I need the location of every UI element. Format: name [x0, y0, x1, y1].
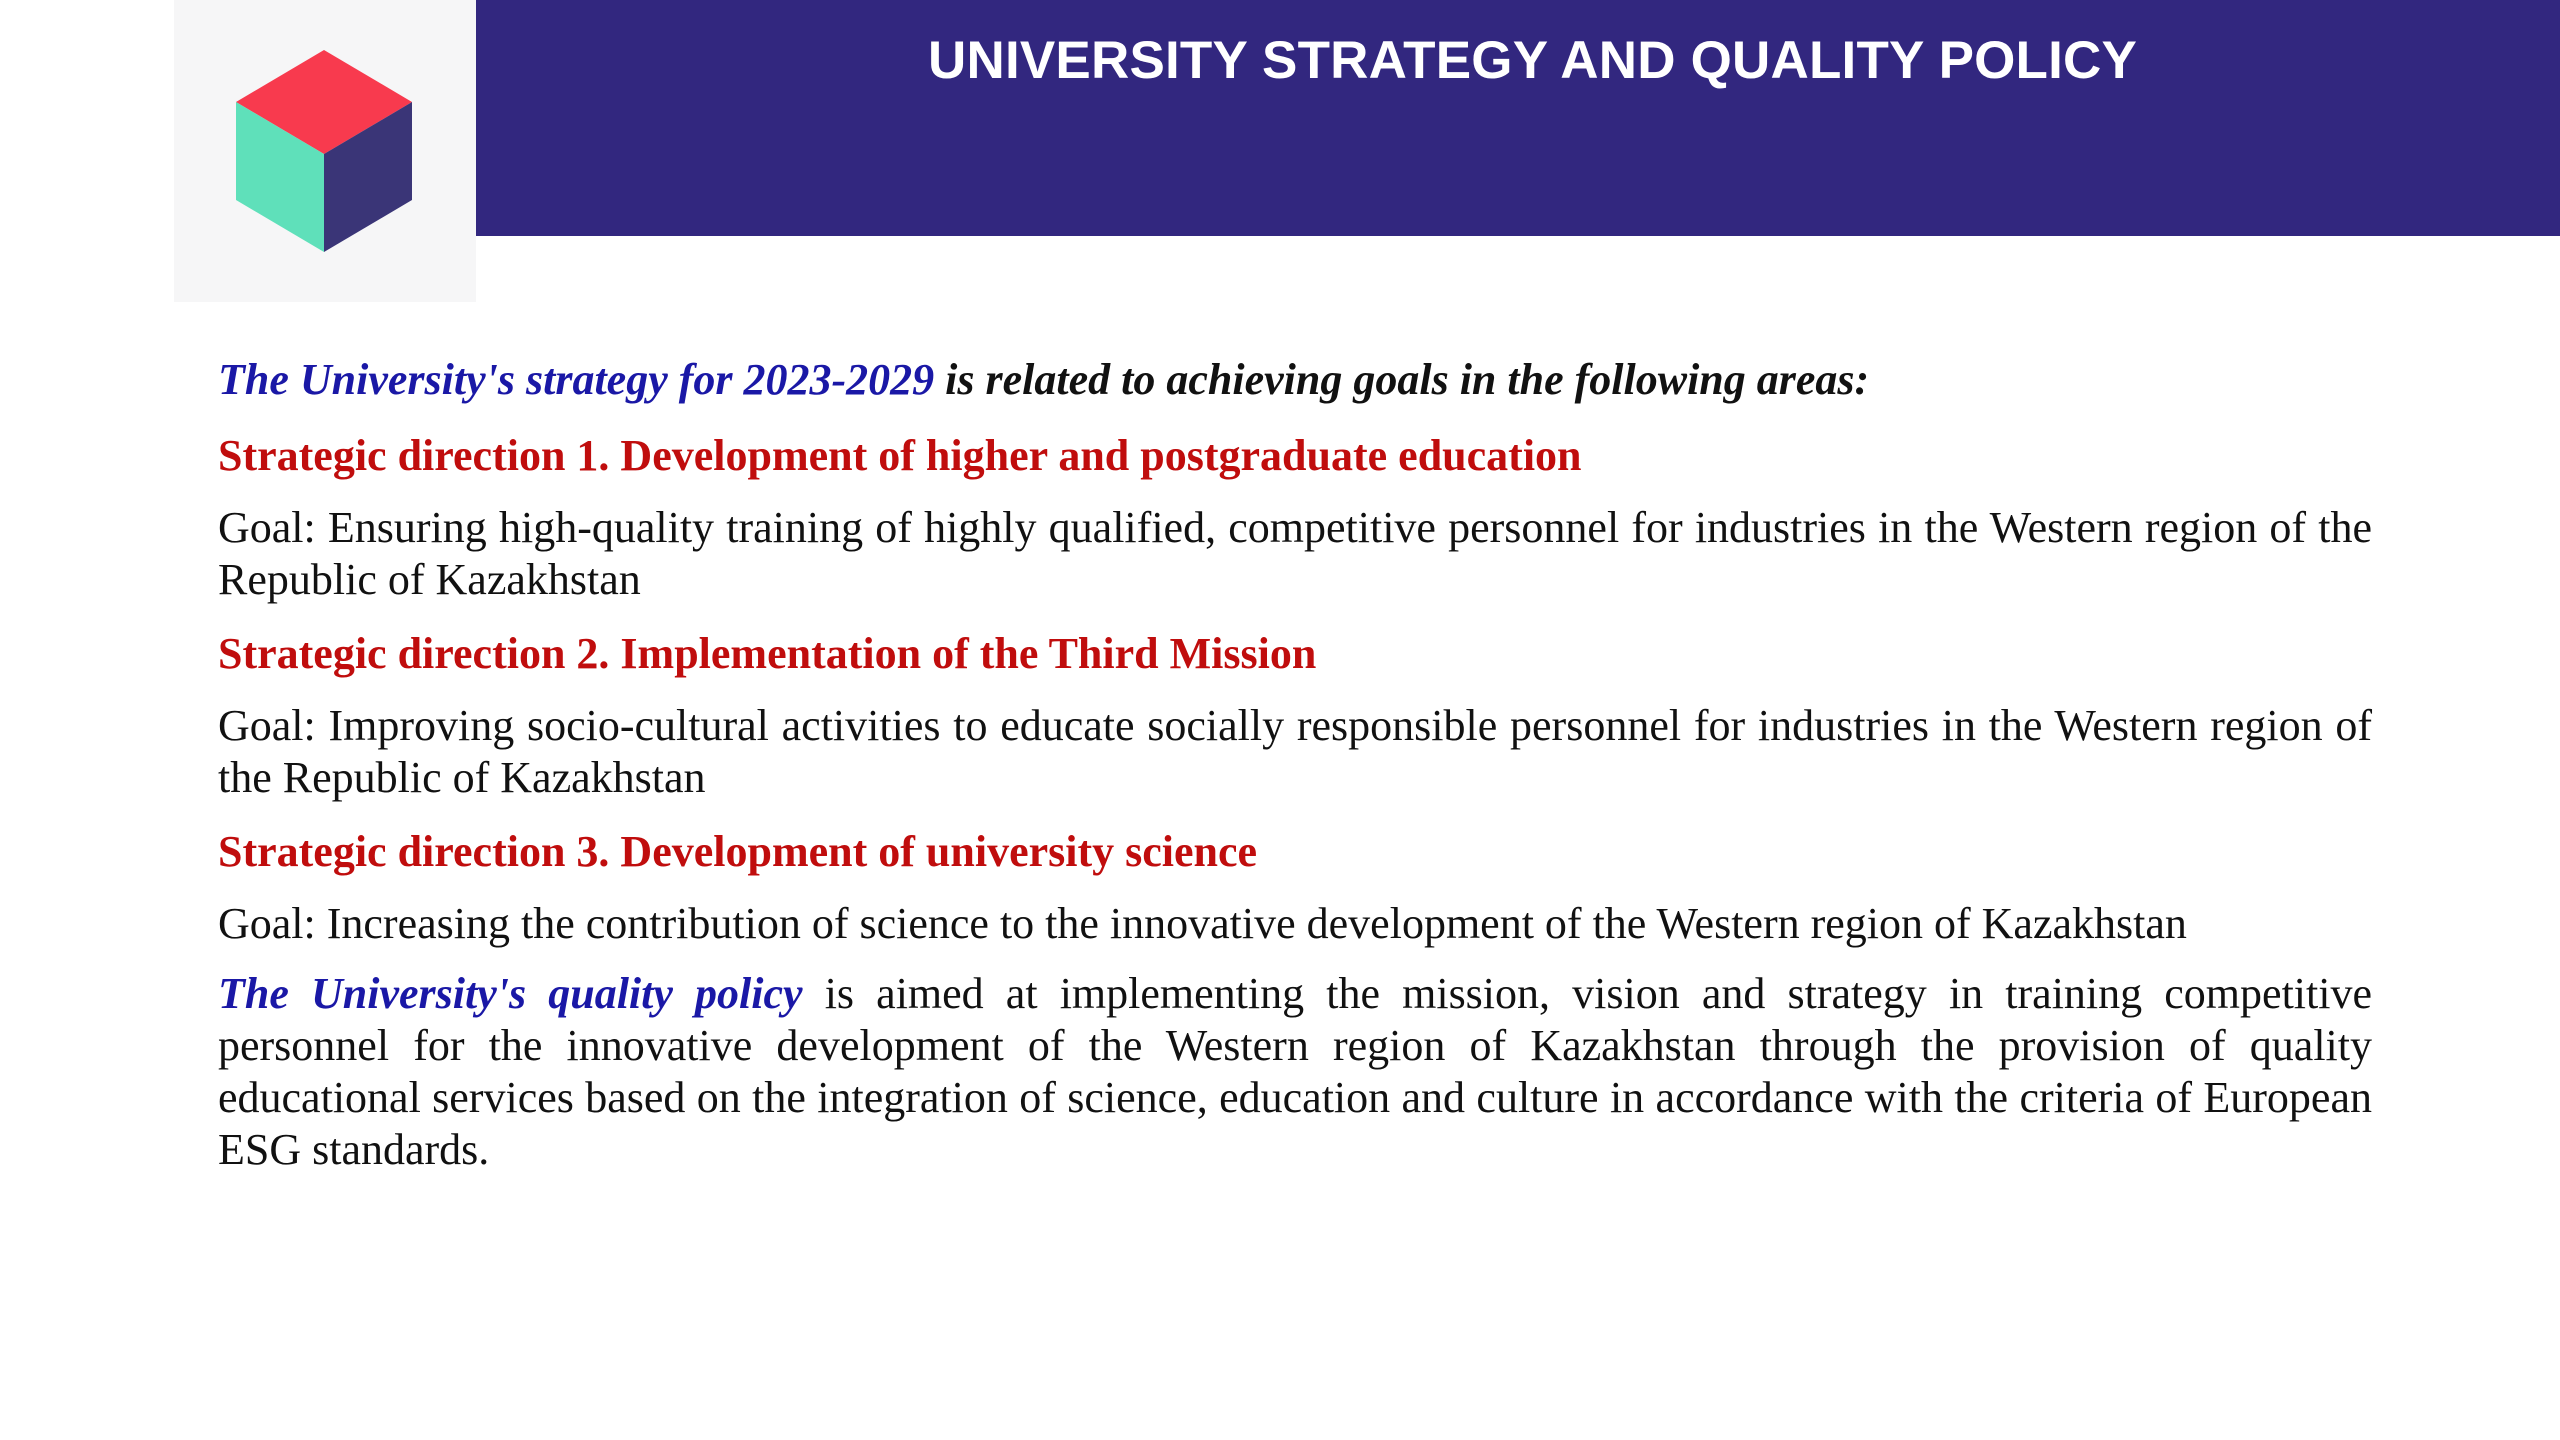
quality-policy-lead: The University's quality policy — [218, 969, 803, 1018]
direction-3-title: Strategic direction 3. Development of university science — [218, 827, 1258, 876]
quality-policy — [218, 968, 2372, 1176]
intro-line — [218, 350, 2372, 410]
direction-1-goal: Goal: Ensuring high-quality training of highly qualified, competitive personnel for industries in the Western region of the Republic of Kazakhstan — [218, 503, 2372, 604]
logo-panel — [174, 0, 476, 302]
page-title: UNIVERSITY STRATEGY AND QUALITY POLICY — [928, 31, 2138, 90]
direction-3-goal: Goal: Increasing the contribution of science to the innovative development of the Western region of Kazakhstan — [218, 899, 2187, 948]
intro-lead: The University's strategy for 2023-2029 — [218, 355, 935, 404]
header-bar — [476, 0, 2560, 236]
direction-2-title: Strategic direction 2. Implementation of the Third Mission — [218, 629, 1317, 678]
direction-1-title: Strategic direction 1. Development of higher and postgraduate education — [218, 431, 1582, 480]
main-content — [218, 350, 2372, 1176]
direction-2-goal: Goal: Improving socio-cultural activities to educate socially responsible personnel for industries in the Western region of the Republic of Kazakhstan — [218, 701, 2372, 802]
intro-rest: is related to achieving goals in the following areas: — [934, 355, 1870, 404]
quality-policy-text: is aimed at implementing the mission, vision and strategy in training competitive personnel for the innovative development of the Western region of Kazakhstan through the provision of quality educational services based on the integration of science, education and culture in accordance with the criteria of European ESG standards. — [218, 969, 2372, 1174]
cube-logo-icon — [234, 50, 414, 252]
